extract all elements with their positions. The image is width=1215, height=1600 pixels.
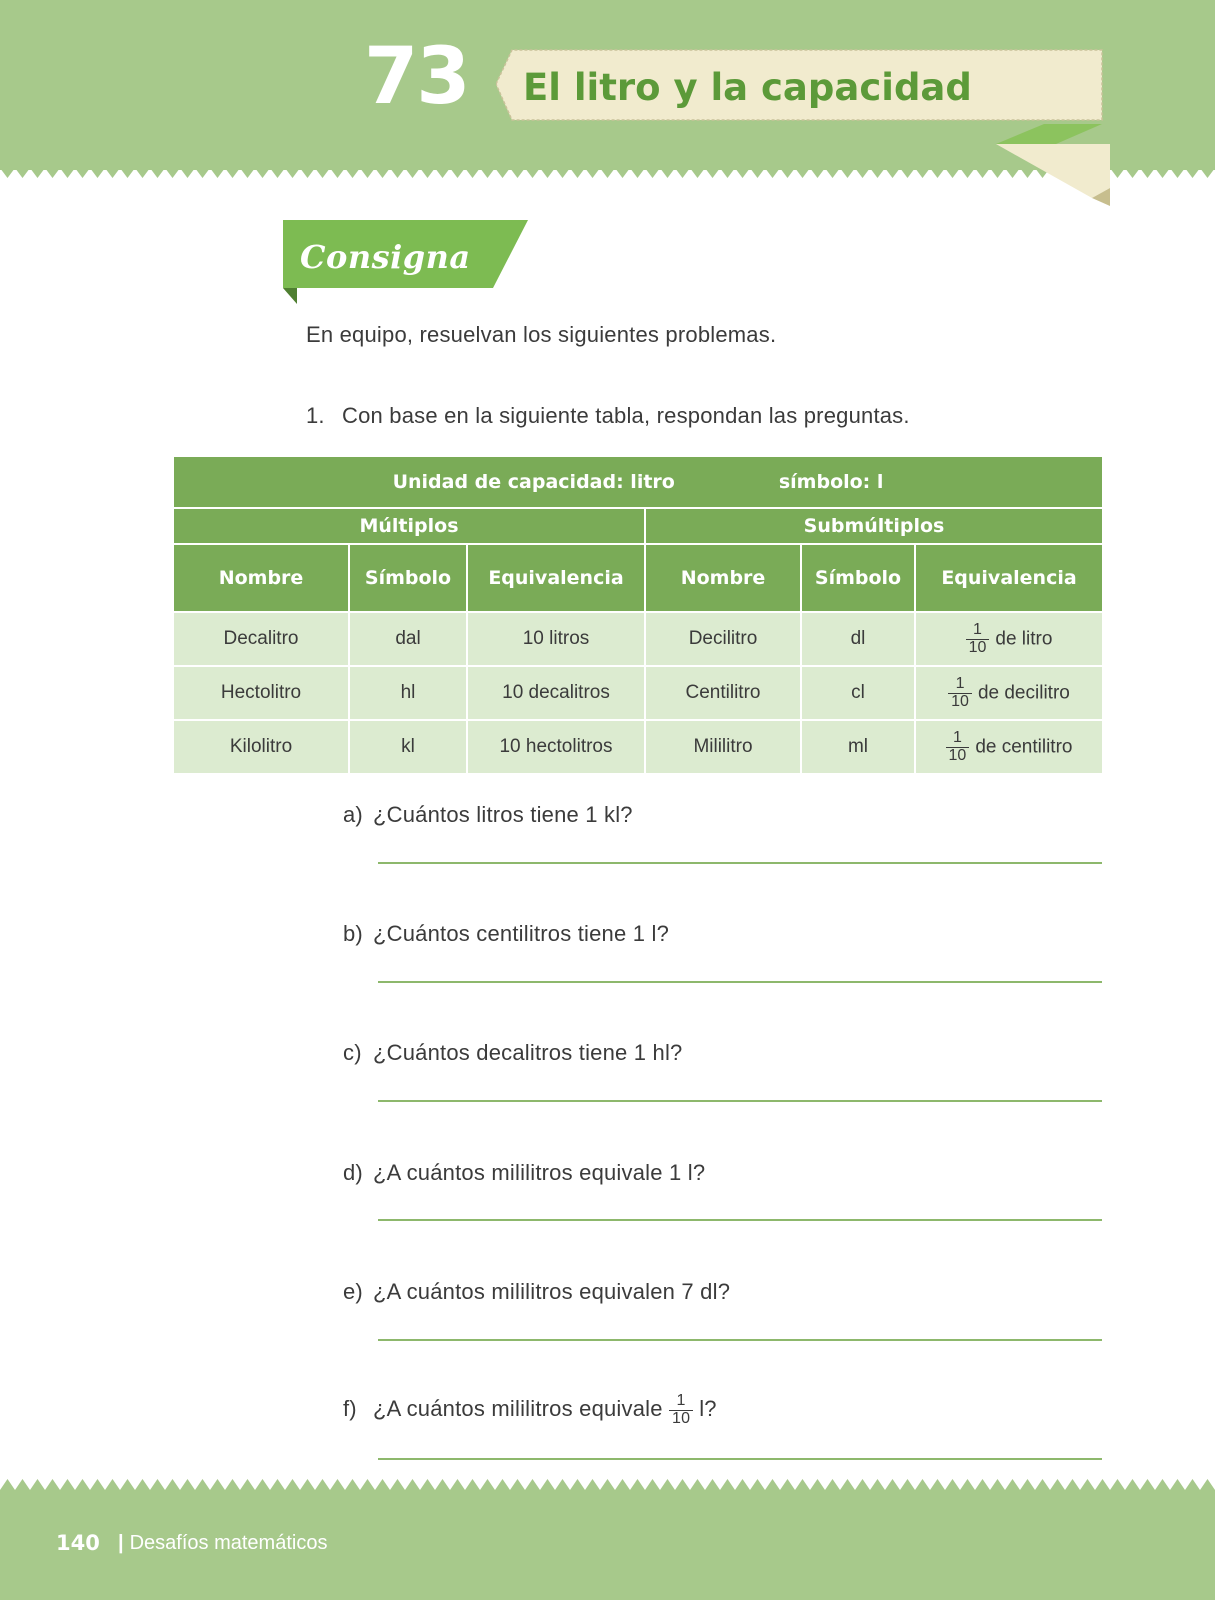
page-number: 140 xyxy=(56,1531,100,1555)
column-header: Símbolo xyxy=(349,544,467,612)
subunit-name: Decilitro xyxy=(645,612,801,666)
answer-line-e[interactable] xyxy=(378,1339,1102,1341)
unit-name: Hectolitro xyxy=(173,666,349,720)
capacity-units-table xyxy=(172,455,1104,775)
problem-statement xyxy=(306,403,910,429)
column-header: Símbolo xyxy=(801,544,915,612)
question-e: e) ¿A cuántos mililitros equivalen 7 dl? xyxy=(343,1279,731,1304)
question-d: d) ¿A cuántos mililitros equivale 1 l? xyxy=(343,1160,706,1185)
unit-symbol: kl xyxy=(349,720,467,774)
question-c: c) ¿Cuántos decalitros tiene 1 hl? xyxy=(343,1040,683,1065)
problem-text: Con base en la siguiente tabla, respondan las preguntas. xyxy=(342,403,910,428)
answer-line-b[interactable] xyxy=(378,981,1102,983)
problem-number: 1. xyxy=(306,403,325,428)
consigna-label: Consigna xyxy=(300,238,471,276)
answer-line-a[interactable] xyxy=(378,862,1102,864)
unit-equivalence: 10 decalitros xyxy=(467,666,645,720)
question-b: b) ¿Cuántos centilitros tiene 1 l? xyxy=(343,921,670,946)
unit-symbol: hl xyxy=(349,666,467,720)
unit-symbol: dal xyxy=(349,612,467,666)
group-header-multiples: Múltiplos xyxy=(173,508,645,544)
table-row xyxy=(173,612,1103,666)
column-header: Equivalencia xyxy=(467,544,645,612)
answer-line-c[interactable] xyxy=(378,1100,1102,1102)
table-row xyxy=(173,666,1103,720)
subunit-name: Centilitro xyxy=(645,666,801,720)
unit-equivalence: 10 hectolitros xyxy=(467,720,645,774)
subunit-equivalence: $\frac{1}{10}$ de litro xyxy=(915,612,1103,666)
question-a: a) ¿Cuántos litros tiene 1 kl? xyxy=(343,802,633,827)
column-header: Equivalencia xyxy=(915,544,1103,612)
question-f: f) ¿A cuántos mililitros equivale $\frac{1}{10}$ l? xyxy=(343,1392,717,1427)
unit-name: Decalitro xyxy=(173,612,349,666)
instruction-text: En equipo, resuelvan los siguientes problemas. xyxy=(306,322,777,347)
book-title: | Desafíos matemáticos xyxy=(118,1532,328,1554)
subunit-symbol: ml xyxy=(801,720,915,774)
subunit-name: Mililitro xyxy=(645,720,801,774)
lesson-number: 73 xyxy=(364,32,469,122)
subunit-symbol: cl xyxy=(801,666,915,720)
answer-line-f[interactable] xyxy=(378,1458,1102,1460)
table-unit-symbol: símbolo: l xyxy=(778,471,884,493)
unit-equivalence: 10 litros xyxy=(467,612,645,666)
table-row xyxy=(173,720,1103,774)
answer-line-d[interactable] xyxy=(378,1219,1102,1221)
unit-name: Kilolitro xyxy=(173,720,349,774)
subunit-equivalence: $\frac{1}{10}$ de centilitro xyxy=(915,720,1103,774)
table-title xyxy=(173,456,1103,508)
lesson-title: El litro y la capacidad xyxy=(523,66,972,109)
fraction: $\frac{1}{10}$ xyxy=(966,622,990,657)
fraction: $\frac{1}{10}$ xyxy=(948,676,972,711)
subunit-equivalence: $\frac{1}{10}$ de decilitro xyxy=(915,666,1103,720)
fraction: $\frac{1}{10}$ xyxy=(669,1393,693,1428)
subunit-symbol: dl xyxy=(801,612,915,666)
fraction: $\frac{1}{10}$ xyxy=(946,730,970,765)
table-unit-title: Unidad de capacidad: litro xyxy=(392,471,675,493)
column-header: Nombre xyxy=(645,544,801,612)
column-header: Nombre xyxy=(173,544,349,612)
group-header-submultiples: Submúltiplos xyxy=(645,508,1103,544)
